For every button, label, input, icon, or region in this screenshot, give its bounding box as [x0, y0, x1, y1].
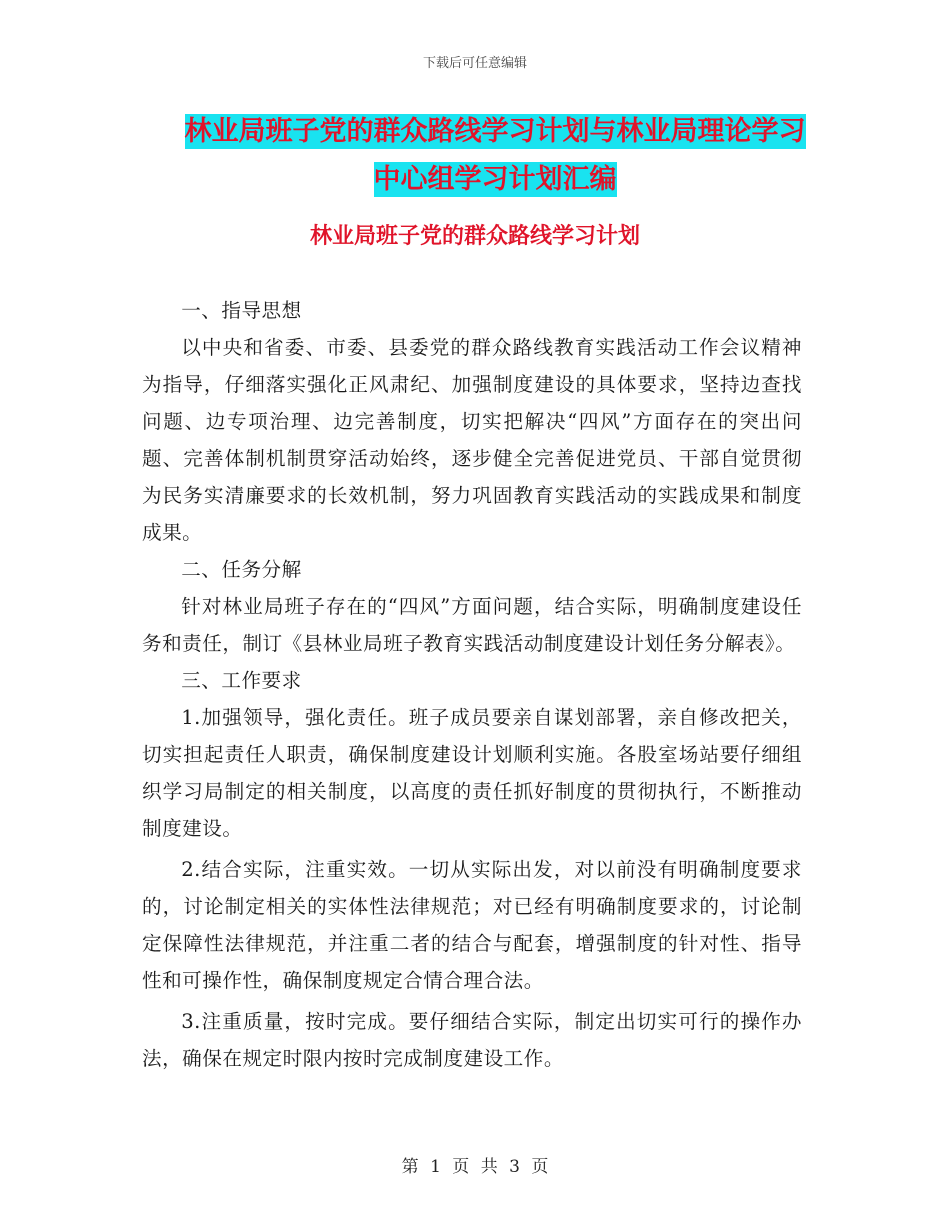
document-body: [142, 292, 802, 1077]
document-title-line1: 林业局班子党的群众路线学习计划与林业局理论学习: [184, 116, 806, 147]
page-number: 第 1 页 共 3 页: [401, 1157, 549, 1177]
document-title: [180, 108, 810, 204]
paragraph-guiding-ideology: 以中央和省委、市委、县委党的群众路线教育实践活动工作会议精神为指导，仔细落实强化正风肃纪、加强制度建设的具体要求，坚持边查找问题、边专项治理、边完善制度，切实把解决“四风”方面存在的突出问题、完善体制机制贯穿活动始终，逐步健全完善促进党员、干部自觉贯彻为民务实清廉要求的长效机制，努力巩固教育实践活动的实践成果和制度成果。: [142, 336, 802, 544]
heading-work-requirements: 三、工作要求: [181, 669, 302, 692]
paragraph-requirement-3: 3.注重质量，按时完成。要仔细结合实际，制定出切实可行的操作办法，确保在规定时限内按时完成制度建设工作。: [142, 1010, 802, 1070]
paragraph-task-breakdown: 针对林业局班子存在的“四风”方面问题，结合实际，明确制度建设任务和责任，制订《县林业局班子教育实践活动制度建设计划任务分解表》。: [142, 595, 802, 655]
page-header-note: 下载后可任意编辑: [422, 56, 527, 71]
section-title: 林业局班子党的群众路线学习计划: [309, 224, 640, 249]
heading-guiding-ideology: 一、指导思想: [181, 299, 302, 322]
paragraph-requirement-2: 2.结合实际，注重实效。一切从实际出发，对以前没有明确制度要求的，讨论制定相关的实体性法律规范；对已经有明确制度要求的，讨论制定保障性法律规范，并注重二者的结合与配套，增强制度的针对性、指导性和可操作性，确保制度规定合情合理合法。: [142, 858, 802, 992]
paragraph-requirement-1: 1.加强领导，强化责任。班子成员要亲自谋划部署，亲自修改把关，切实担起责任人职责，确保制度建设计划顺利实施。各股室场站要仔细组织学习局制定的相关制度，以高度的责任抓好制度的贯彻执行，不断推动制度建设。: [142, 706, 802, 840]
heading-task-breakdown: 二、任务分解: [181, 558, 302, 581]
document-title-line2: 中心组学习计划汇编: [373, 164, 617, 195]
